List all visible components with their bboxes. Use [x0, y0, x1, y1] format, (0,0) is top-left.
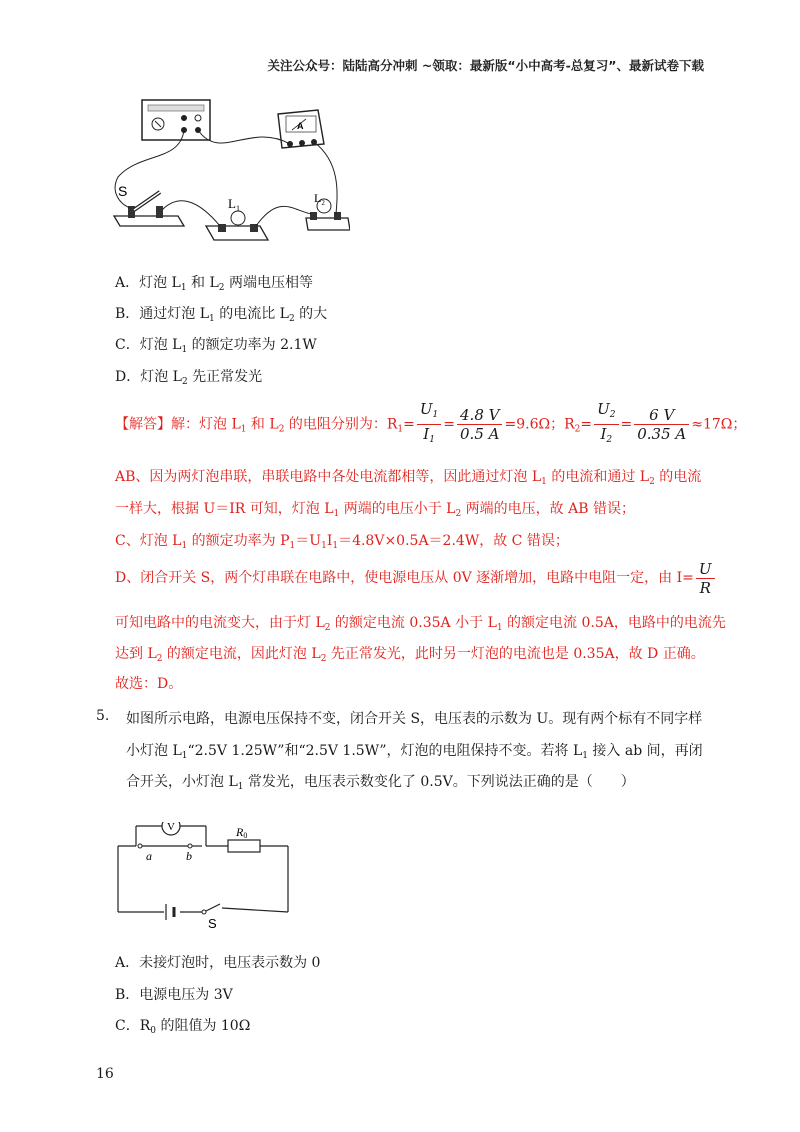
q5-option-b: B．电源电压为 3V: [115, 987, 233, 1003]
terminal-b-label: b: [186, 849, 192, 863]
ammeter-label: A: [297, 121, 304, 131]
lamp-l1-label: $L_1$: [228, 196, 240, 213]
answer-d-line3: 达到 $L_2$ 的额定电流，因此灯泡 $L_2$ 先正常发光，此时另一灯泡的电流也是 0.35A，故 D 正确。: [115, 646, 705, 664]
page-header: 关注公众号：陆陆高分冲刺 ~领取：最新版“小中高考-总复习”、最新试卷下载: [267, 58, 704, 73]
resistor-r0: [228, 840, 260, 852]
resistor-label: R0: [236, 825, 248, 840]
circuit-schematic: [110, 822, 300, 932]
q5-line1: 如图所示电路，电源电压保持不变，闭合开关 S，电压表的示数为 U。现有两个标有不同字样: [126, 711, 703, 727]
answer-d-line2: 可知电路中的电流变大，由于灯 $L_2$ 的额定电流 0.35A 小于 $L_1$ 的额定电流 0.5A，电路中的电流先: [115, 615, 726, 633]
answer-c-line: C、灯泡 $L_1$ 的额定功率为 $P_1=U_1I_1=4.8V\times 0.5A=2.4W$，故 C 错误；: [115, 533, 569, 551]
q5-line2: 小灯泡 $L_1“2.5V$ 1.25W”和“2.5V 1.5W”，灯泡的电阻保持不变。若将 $L_1$ 接入 ab 间，再闭: [126, 743, 703, 761]
answer-ab-line1: AB、因为两灯泡串联，串联电路中各处电流都相等，因此通过灯泡 $L_1$ 的电流和通过 $L_2$ 的电流: [115, 469, 702, 487]
fraction-u1-i1: $\frac{U_1}{I_1}$: [417, 400, 441, 449]
answer-resistance-line: 【解答】解：灯泡 $L_1$ 和 $L_2$ 的电阻分别为：$R_1=$ $\frac{U_1}{I_1}$ = $\frac{4.8 V}{0.5 A}$ =9.6Ω；$R_2=$ $\frac{U_2}{I_2}$ = $\frac{6 V}{0.35 A}$ ≈17Ω；: [115, 400, 746, 452]
page-number: 16: [96, 1066, 114, 1082]
q4-option-b: B．通过灯泡 $L_1$ 的电流比 $L_2$ 的大: [115, 306, 328, 324]
switch: [114, 216, 184, 226]
q4-option-a: A．灯泡 $L_1$ 和 $L_2$ 两端电压相等: [115, 275, 313, 293]
q5-line3: 合开关，小灯泡 $L_1$ 常发光，电压表示数变化了 0.5V。下列说法正确的是（ ）: [126, 774, 635, 792]
answer-choice: 故选：D。: [115, 676, 183, 692]
q4-option-d: D．灯泡 $L_2$ 先正常发光: [115, 369, 263, 387]
q5-option-c: C．$R_0$ 的阻值为 10Ω: [115, 1018, 251, 1036]
answer-d-line1: D、闭合开关 S，两个灯串联在电路中，使电源电压从 0V 逐渐增加，电路中电阻一定，由 I= $\frac{U}{R}$: [115, 556, 717, 600]
lamp-l2-label: $L_2$: [314, 191, 325, 207]
q5-number: 5.: [96, 708, 110, 724]
fraction-u2-i2: $\frac{U_2}{I_2}$: [594, 400, 618, 449]
terminal-a-label: a: [146, 849, 152, 863]
switch-s-label: S: [208, 916, 217, 931]
voltmeter-label: V: [167, 822, 175, 833]
fraction-4-8v-0-5a: $\frac{4.8 V}{0.5 A}$: [457, 406, 502, 443]
circuit-photo-figure: [110, 92, 350, 244]
fraction-u-r: $\frac{U}{R}$: [696, 560, 715, 597]
switch-label: S: [118, 183, 128, 199]
q4-option-c: C．灯泡 $L_1$ 的额定功率为 2.1W: [115, 337, 317, 355]
q5-option-a: A．未接灯泡时，电压表示数为 0: [115, 955, 321, 971]
answer-ab-line2: 一样大，根据 U＝IR 可知，灯泡 $L_1$ 两端的电压小于 $L_2$ 两端的电压，故 AB 错误；: [115, 501, 635, 519]
lamp-l1-base: [206, 226, 268, 240]
fraction-6v-0-35a: $\frac{6 V}{0.35 A}$: [634, 406, 689, 443]
answer-tag: 【解答】: [115, 416, 171, 433]
